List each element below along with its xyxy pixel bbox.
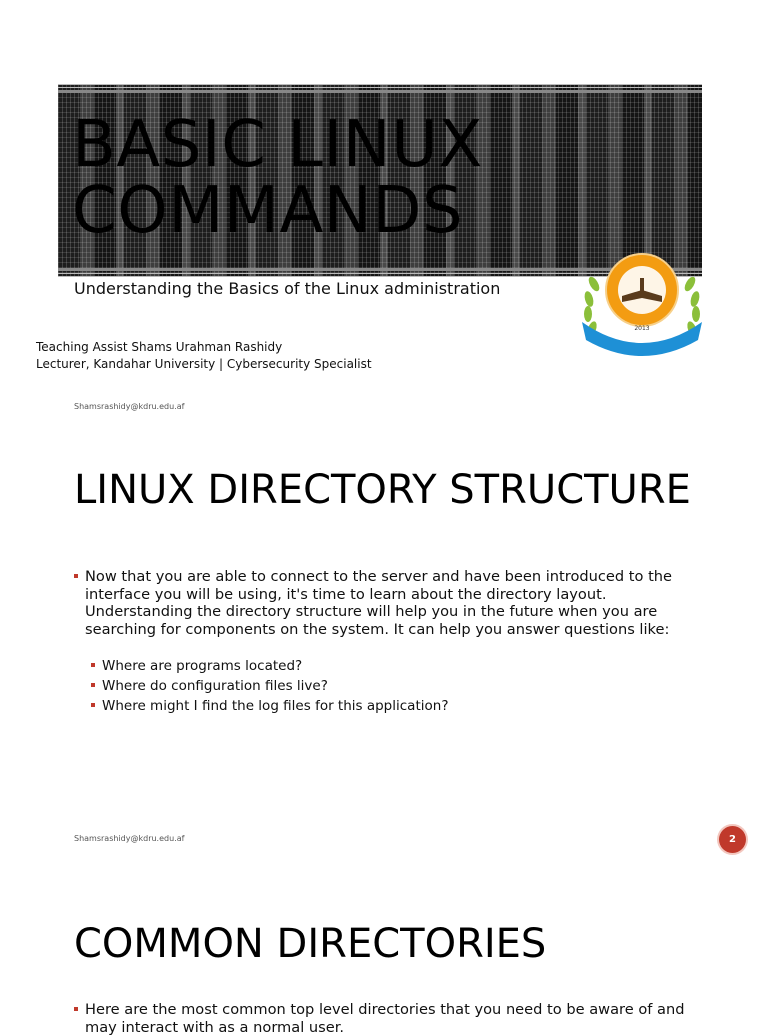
bullet-text: Here are the most common top level directories that you need to be aware of and may interact with as a normal user. <box>85 1001 685 1036</box>
bullet-marker-icon <box>74 1007 78 1011</box>
sub-bullet-item <box>102 678 328 694</box>
bullet-item <box>85 1001 685 1036</box>
bullet-marker-icon <box>74 574 78 578</box>
banner-border-top <box>58 90 702 93</box>
bullet-text: Now that you are able to connect to the server and have been introduced to the interface you will be using, it's time to learn about the directory layout. Understanding the directory structure will help you in the future when you are searching for components on the system. It can help you answer questions like: <box>85 568 673 638</box>
sub-bullet-item <box>102 698 448 714</box>
sub-bullet-text: Where are programs located? <box>102 658 303 674</box>
slide-title: BASIC LINUX COMMANDS <box>72 108 483 248</box>
sub-bullet-item <box>102 658 302 674</box>
bullet-item <box>85 568 685 638</box>
page-number-badge: 2 <box>719 826 746 853</box>
section-heading: COMMON DIRECTORIES <box>74 921 547 967</box>
author-name: Teaching Assist Shams Urahman Rashidy <box>36 340 283 354</box>
bullet-marker-icon <box>91 683 95 687</box>
sub-bullet-text: Where do configuration files live? <box>102 678 328 694</box>
sub-bullet-text: Where might I find the log files for this application? <box>102 698 449 714</box>
author-email: Shamsrashidy@kdru.edu.af <box>74 402 185 411</box>
section-heading: LINUX DIRECTORY STRUCTURE <box>74 467 691 513</box>
author-title: Lecturer, Kandahar University | Cybersecurity Specialist <box>36 357 372 371</box>
footer-email: Shamsrashidy@kdru.edu.af <box>74 834 185 843</box>
logo-year: 2013 <box>634 325 650 332</box>
bullet-marker-icon <box>91 663 95 667</box>
university-seal-icon <box>576 244 708 366</box>
bullet-marker-icon <box>91 703 95 707</box>
slide-subtitle: Understanding the Basics of the Linux administration <box>74 279 501 298</box>
